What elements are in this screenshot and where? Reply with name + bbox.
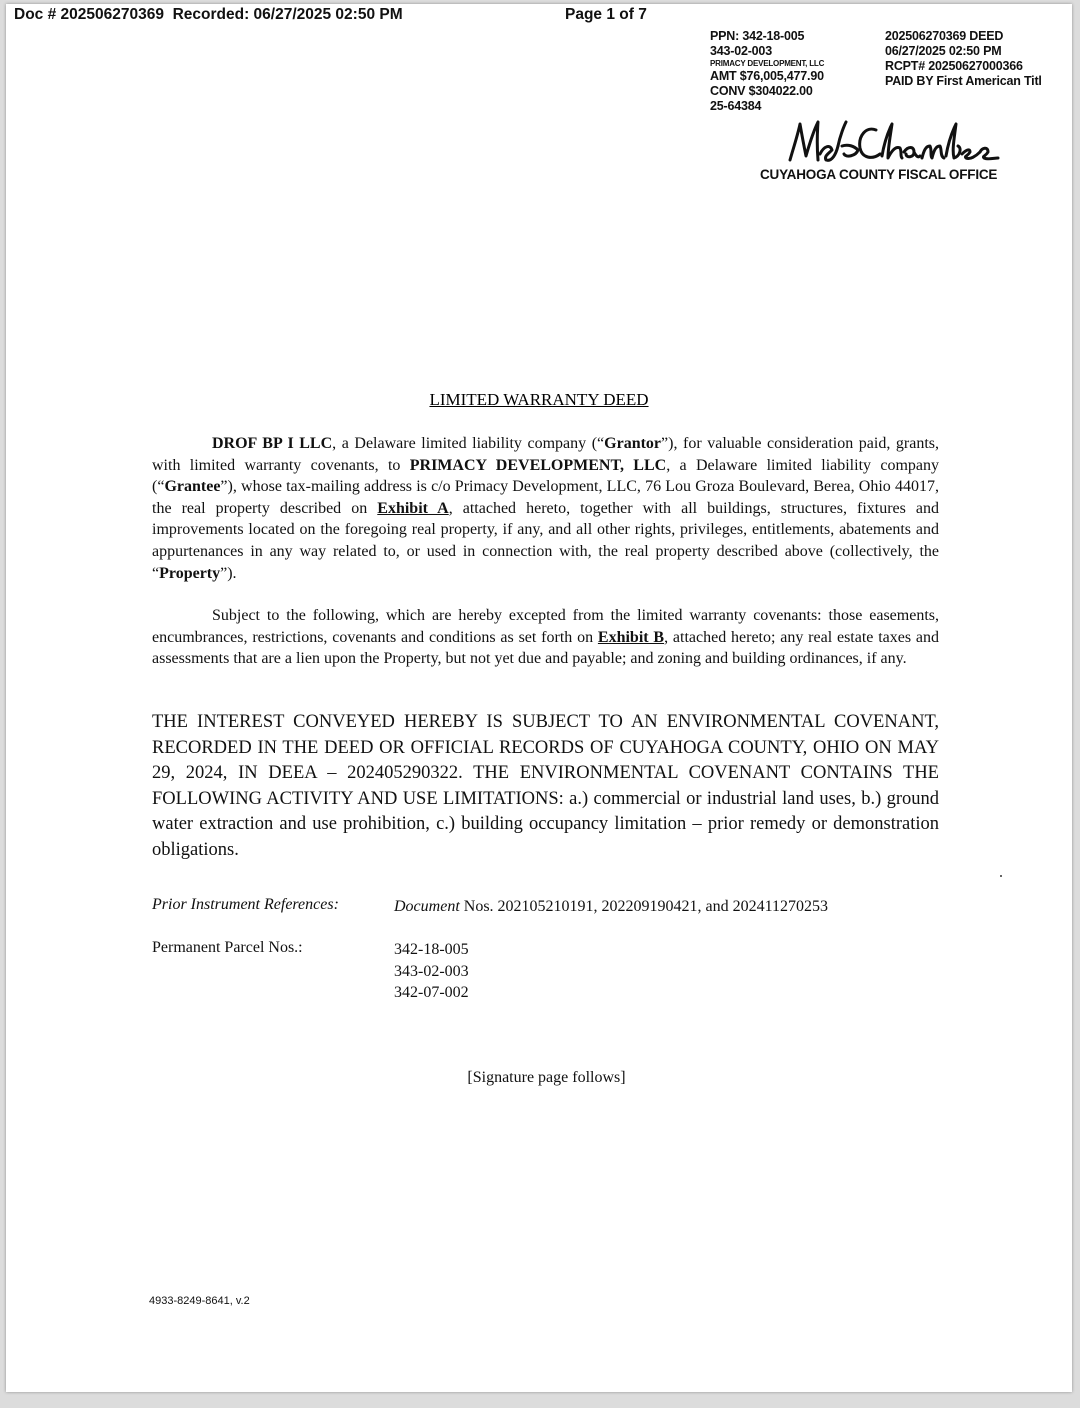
grantor-term: Grantor — [604, 435, 662, 452]
page-indicator: Page 1 of 7 — [565, 6, 647, 23]
stamp-receipt: RCPT# 20250627000366 — [885, 59, 1023, 73]
grantee-name: PRIMACY DEVELOPMENT, LLC — [409, 456, 667, 474]
stamp-amount: AMT $76,005,477.90 — [710, 69, 824, 83]
grant-paragraph: DROF BP I LLC, a Delaware limited liability company (“Grantor”), for valuable consideration paid, grants, with limited warranty covenants, to PRIMACY DEVELOPMENT, LLC, a Delaware limited liability company (“Grantee”), whose tax-mailing address is c/o Primacy Development, LLC, 76 Lou Groza Boulevard, Berea, Ohio 44017, the real property described on Exhibit A, attached hereto, together with all buildings, structures, fixtures and improvements located on the foregoing real property, if any, and all other rights, privileges, entitlements, abatements and appurtenances in any way related to, or used in connection with, the real property described above (collectively, the “Property”). — [152, 435, 940, 582]
exceptions-paragraph: Subject to the following, which are hereby excepted from the limited warranty covenants: those easements, encumbrances, restrictions, covenants and conditions as set forth on Exhibit B, attached hereto; any real estate taxes and assessments that are a lien upon the Property, but not yet due and payable; and zoning and building ordinances, if any. — [152, 607, 940, 668]
exhibit-b-reference: Exhibit B — [597, 628, 665, 646]
scan-speck — [1000, 875, 1002, 877]
prior-instrument-label: Prior Instrument References: — [152, 896, 339, 913]
grantor-name: DROF BP I LLC — [212, 435, 333, 452]
document-page — [6, 4, 1072, 1392]
stamp-owner: PRIMACY DEVELOPMENT, LLC — [710, 59, 825, 68]
recording-stamp-left — [710, 29, 824, 114]
fiscal-officer-signature — [784, 116, 1004, 168]
parcel-label: Permanent Parcel Nos.: — [152, 939, 303, 956]
exhibit-a-reference: Exhibit A — [377, 499, 449, 517]
stamp-conveyance: CONV $304022.00 — [710, 84, 813, 98]
parcel-number: 342-07-002 — [394, 984, 469, 1001]
recording-header — [14, 6, 403, 24]
signature-page-note: [Signature page follows] — [467, 1069, 626, 1086]
stamp-doc-type: 202506270369 DEED — [885, 29, 1004, 43]
stamp-file-number: 25-64384 — [710, 99, 762, 113]
property-term: Property — [159, 564, 221, 582]
stamp-paid-by: PAID BY First American Titl — [885, 74, 1042, 88]
deed-title: LIMITED WARRANTY DEED — [429, 390, 649, 409]
recording-stamp-right — [885, 29, 1042, 89]
parcel-list — [394, 939, 469, 1004]
recorded-date: Recorded: 06/27/2025 02:50 PM — [172, 6, 403, 23]
document-code: 4933-8249-8641, v.2 — [149, 1295, 250, 1307]
environmental-covenant-paragraph: THE INTEREST CONVEYED HEREBY IS SUBJECT TO AN ENVIRONMENTAL COVENANT, RECORDED IN THE DEED OR OFFICIAL RECORDS OF CUYAHOGA COUNTY, OHIO ON MAY 29, 2024, IN DEEA – 202405290322. THE ENVIRONMENTAL COVENANT CONTAINS THE FOLLOWING ACTIVITY AND USE LIMITATIONS: a.) commercial or industrial land uses, b.) ground water extraction and use prohibition, c.) building occupancy limitation – prior remedy or demonstration obligations. — [152, 712, 939, 860]
stamp-ppn2: 343-02-003 — [710, 44, 772, 58]
prior-instrument-value: Document Nos. 202105210191, 202209190421, and 202411270253 — [394, 898, 829, 915]
stamp-ppn: PPN: 342-18-005 — [710, 29, 805, 43]
parcel-number: 343-02-003 — [394, 962, 469, 980]
doc-number: Doc # 202506270369 — [14, 6, 164, 23]
stamp-datetime: 06/27/2025 02:50 PM — [885, 44, 1002, 58]
county-office-label: CUYAHOGA COUNTY FISCAL OFFICE — [760, 167, 998, 182]
parcel-number: 342-18-005 — [394, 941, 469, 958]
grantee-term: Grantee — [164, 478, 221, 496]
